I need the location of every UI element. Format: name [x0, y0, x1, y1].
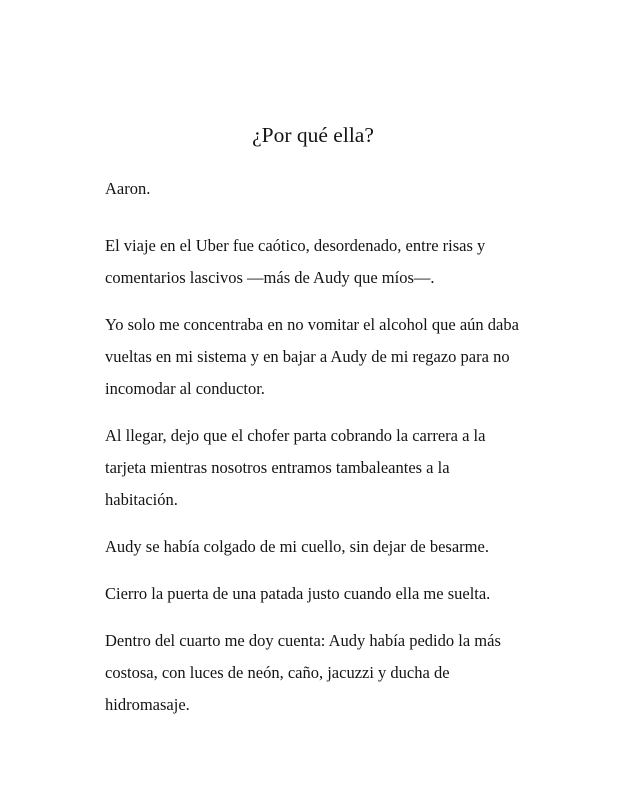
- document-body: [105, 173, 521, 721]
- body-paragraph: Dentro del cuarto me doy cuenta: Audy había pedido la más costosa, con luces de neón, caño, jacuzzi y ducha de hidromasaje.: [105, 631, 501, 714]
- body-paragraph: Al llegar, dejo que el chofer parta cobrando la carrera a la tarjeta mientras nosotros entramos tambaleantes a la habitación.: [105, 426, 486, 509]
- body-paragraph: El viaje en el Uber fue caótico, desordenado, entre risas y comentarios lascivos —más de Audy que míos—.: [105, 236, 486, 287]
- body-paragraph: Yo solo me concentraba en no vomitar el alcohol que aún daba vueltas en mi sistema y en bajar a Audy de mi regazo para no incomodar al conductor.: [105, 315, 519, 398]
- page-title: ¿Por qué ella?: [252, 123, 374, 147]
- body-paragraph: Cierro la puerta de una patada justo cuando ella me suelta.: [105, 584, 491, 603]
- body-paragraph: Audy se había colgado de mi cuello, sin dejar de besarme.: [105, 537, 489, 556]
- body-paragraph: Aaron.: [105, 179, 151, 198]
